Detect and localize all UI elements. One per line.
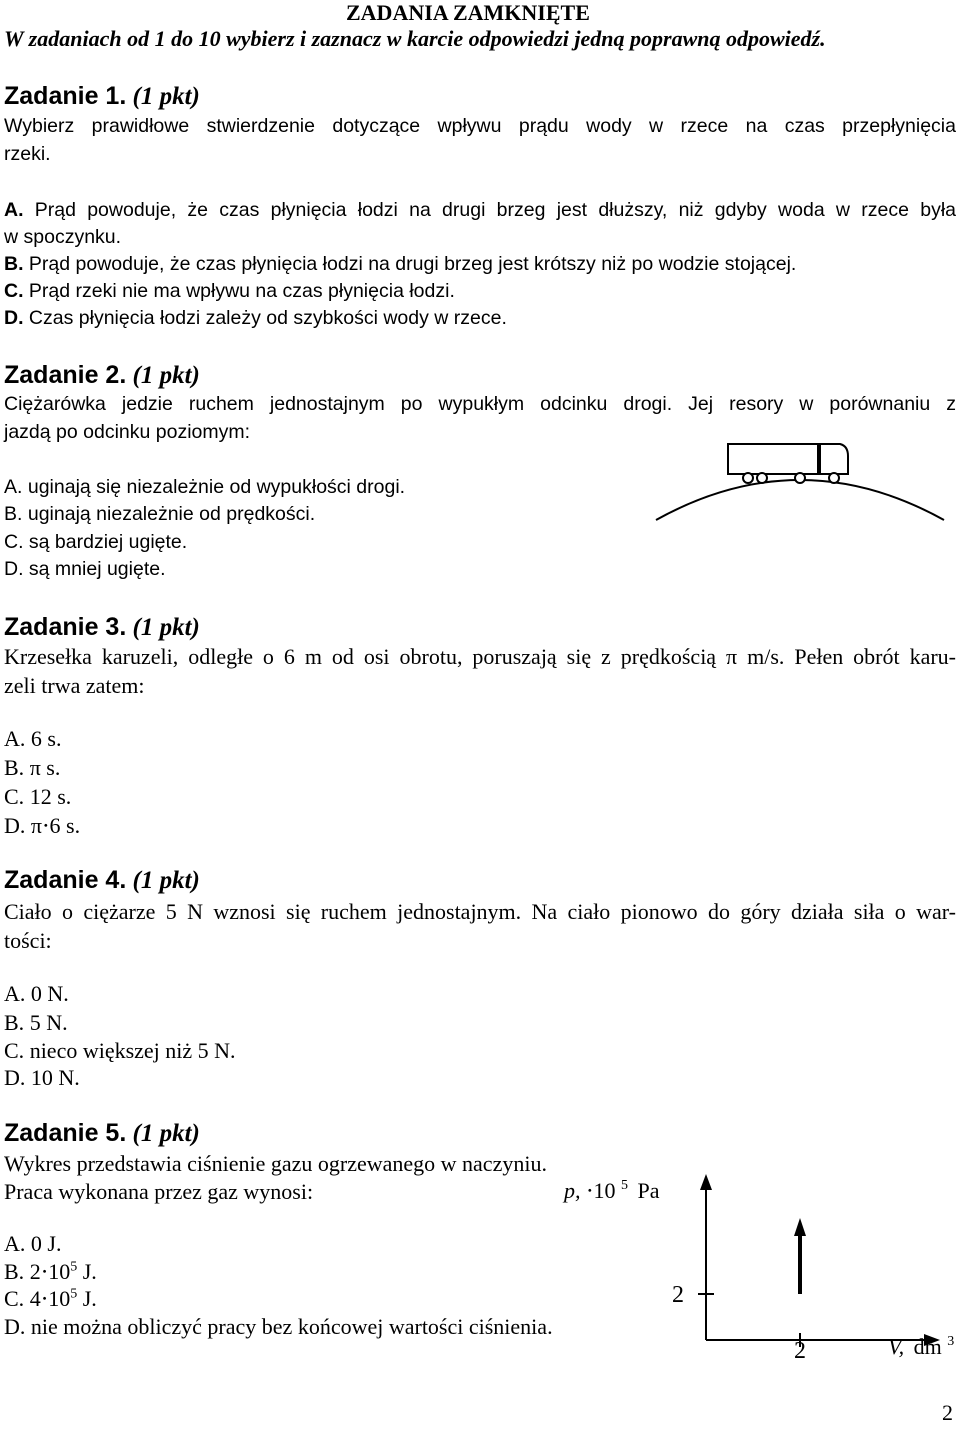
task-5-option-a bbox=[4, 1231, 61, 1257]
pressure-volume-graph bbox=[560, 1170, 956, 1370]
task-5-option-c bbox=[4, 1286, 97, 1312]
y-axis-arrowhead bbox=[700, 1174, 712, 1190]
option-letter: D. bbox=[4, 1065, 26, 1090]
task-4-option-a bbox=[4, 981, 69, 1007]
option-text: nieco większej niż 5 N. bbox=[29, 1038, 236, 1063]
task-4-option-c bbox=[4, 1038, 236, 1064]
task-3-points: (1 pkt) bbox=[132, 614, 200, 641]
task-5-option-b bbox=[4, 1259, 97, 1285]
option-text: 12 s. bbox=[29, 784, 72, 809]
x-axis-label bbox=[888, 1334, 954, 1359]
x-tick-label: 2 bbox=[794, 1338, 806, 1364]
option-letter: B. bbox=[4, 755, 25, 780]
page-number: 2 bbox=[942, 1400, 953, 1425]
task-1-title bbox=[4, 82, 200, 111]
task-5-question-line-1: Wykres przedstawia ciśnienie gazu ogrzewanego w naczyniu. bbox=[4, 1151, 547, 1176]
task-4-option-d bbox=[4, 1065, 80, 1091]
y-axis-exponent: 5 bbox=[621, 1178, 629, 1193]
task-2-option-b bbox=[4, 503, 315, 526]
task-3-title bbox=[4, 613, 200, 642]
option-letter: C. bbox=[4, 1286, 25, 1311]
option-letter: B. bbox=[4, 253, 24, 275]
task-3-option-a bbox=[4, 726, 61, 752]
task-1-option-a bbox=[4, 199, 956, 222]
y-tick-label: 2 bbox=[672, 1282, 684, 1308]
task-3-option-d bbox=[4, 813, 80, 839]
task-5-question-line-2: Praca wykonana przez gaz wynosi: bbox=[4, 1179, 314, 1204]
task-4-option-b bbox=[4, 1010, 68, 1036]
task-3-question-line-1: Krzesełka karuzeli, odległe o 6 m od osi obrotu, poruszają się z prędkością π m/s. Pełen obrót karu- bbox=[4, 644, 956, 669]
option-letter: A. bbox=[4, 476, 23, 498]
task-3-option-b bbox=[4, 755, 60, 781]
x-axis-unit: dm bbox=[913, 1334, 942, 1359]
task-2-option-d bbox=[4, 558, 166, 581]
task-4-question-line-1: Ciało o ciężarze 5 N wznosi się ruchem jednostajnym. Na ciało pionowo do góry działa siła o war- bbox=[4, 899, 956, 924]
hill-road-arc bbox=[656, 480, 944, 520]
task-2-points: (1 pkt) bbox=[132, 362, 200, 389]
x-axis-variable: V, bbox=[888, 1334, 905, 1359]
option-letter: A. bbox=[4, 1231, 26, 1256]
y-axis-label bbox=[562, 1170, 660, 1203]
process-arrowhead bbox=[794, 1218, 806, 1236]
option-letter: C. bbox=[4, 280, 24, 302]
option-letter: B. bbox=[4, 1010, 25, 1035]
task-1-label: Zadanie 1. bbox=[4, 82, 127, 110]
option-text: 10 N. bbox=[30, 1065, 80, 1090]
task-1-points: (1 pkt) bbox=[132, 83, 200, 110]
option-text: π s. bbox=[29, 755, 61, 780]
y-axis-multiplier: ⋅10 bbox=[586, 1178, 616, 1203]
option-unit: J. bbox=[77, 1259, 97, 1284]
option-text: nie można obliczyć pracy bez końcowej wartości ciśnienia. bbox=[30, 1314, 553, 1339]
option-text: Prąd rzeki nie ma wpływu na czas płynięcia łodzi. bbox=[28, 280, 455, 302]
option-text: Prąd powoduje, że czas płynięcia łodzi na drugi brzeg jest dłuższy, niż gdyby woda w rzece była bbox=[34, 199, 956, 221]
task-4-question-line-2: tości: bbox=[4, 928, 52, 953]
option-letter: D. bbox=[4, 813, 26, 838]
x-axis-exponent: 3 bbox=[947, 1334, 955, 1349]
option-letter: D. bbox=[4, 1314, 26, 1339]
task-1-option-d bbox=[4, 307, 507, 330]
option-letter: B. bbox=[4, 503, 23, 525]
task-4-label: Zadanie 4. bbox=[4, 866, 127, 894]
option-text: uginają niezależnie od prędkości. bbox=[27, 503, 316, 525]
task-2-title bbox=[4, 361, 200, 390]
option-exponent: 5 bbox=[70, 1259, 78, 1275]
option-letter: C. bbox=[4, 531, 24, 553]
option-text: Prąd powoduje, że czas płynięcia łodzi na drugi brzeg jest krótszy niż po wodzie stojącej. bbox=[28, 253, 797, 275]
task-3-question-line-2: zeli trwa zatem: bbox=[4, 673, 145, 698]
option-unit: J. bbox=[77, 1286, 97, 1311]
option-text: 6 s. bbox=[30, 726, 62, 751]
task-1-question-line-2: rzeki. bbox=[4, 143, 51, 165]
option-text: uginają się niezależnie od wypukłości drogi. bbox=[27, 476, 406, 498]
page-heading: ZADANIA ZAMKNIĘTE bbox=[346, 0, 590, 25]
option-letter: B. bbox=[4, 1259, 25, 1284]
task-2-option-a bbox=[4, 476, 405, 499]
option-letter: A. bbox=[4, 199, 24, 221]
option-letter: A. bbox=[4, 726, 26, 751]
task-1-option-b bbox=[4, 253, 796, 276]
task-2-label: Zadanie 2. bbox=[4, 361, 127, 389]
option-text: π⋅6 s. bbox=[30, 813, 81, 838]
option-text: 4⋅10 bbox=[29, 1286, 71, 1311]
option-text: 0 J. bbox=[30, 1231, 62, 1256]
truck-icon bbox=[728, 444, 848, 483]
instruction: W zadaniach od 1 do 10 wybierz i zaznacz w karcie odpowiedzi jedną poprawną odpowiedź. bbox=[4, 26, 826, 51]
task-1-option-c bbox=[4, 280, 455, 303]
task-5-points: (1 pkt) bbox=[132, 1120, 200, 1147]
task-3-option-c bbox=[4, 784, 71, 810]
y-axis-unit: Pa bbox=[637, 1178, 660, 1203]
task-1-question-line-1: Wybierz prawidłowe stwierdzenie dotyczące wpływu prądu wody w rzece na czas przepłynięcia bbox=[4, 115, 956, 137]
option-letter: D. bbox=[4, 307, 24, 329]
truck-on-hill-illustration bbox=[650, 432, 950, 528]
task-1-option-a-cont: w spoczynku. bbox=[4, 226, 122, 248]
task-4-points: (1 pkt) bbox=[132, 867, 200, 894]
option-exponent: 5 bbox=[70, 1286, 78, 1302]
option-text: 5 N. bbox=[29, 1010, 68, 1035]
task-3-label: Zadanie 3. bbox=[4, 613, 127, 641]
option-letter: C. bbox=[4, 784, 25, 809]
task-4-title bbox=[4, 866, 200, 895]
option-text: są mniej ugięte. bbox=[28, 558, 166, 580]
option-text: Czas płynięcia łodzi zależy od szybkości wody w rzece. bbox=[28, 307, 507, 329]
task-2-option-c bbox=[4, 531, 187, 554]
task-2-question-line-1: Ciężarówka jedzie ruchem jednostajnym po wypukłym odcinku drogi. Jej resory w porównaniu z bbox=[4, 393, 956, 415]
option-letter: D. bbox=[4, 558, 24, 580]
task-5-title bbox=[4, 1119, 200, 1148]
task-2-question-line-2: jazdą po odcinku poziomym: bbox=[4, 421, 251, 443]
task-5-label: Zadanie 5. bbox=[4, 1119, 127, 1147]
option-letter: C. bbox=[4, 1038, 25, 1063]
option-text: 2⋅10 bbox=[29, 1259, 71, 1284]
option-letter: A. bbox=[4, 981, 26, 1006]
task-5-option-d bbox=[4, 1314, 553, 1340]
option-text: są bardziej ugięte. bbox=[28, 531, 188, 553]
option-text: 0 N. bbox=[30, 981, 69, 1006]
y-axis-variable: p, bbox=[564, 1178, 581, 1203]
